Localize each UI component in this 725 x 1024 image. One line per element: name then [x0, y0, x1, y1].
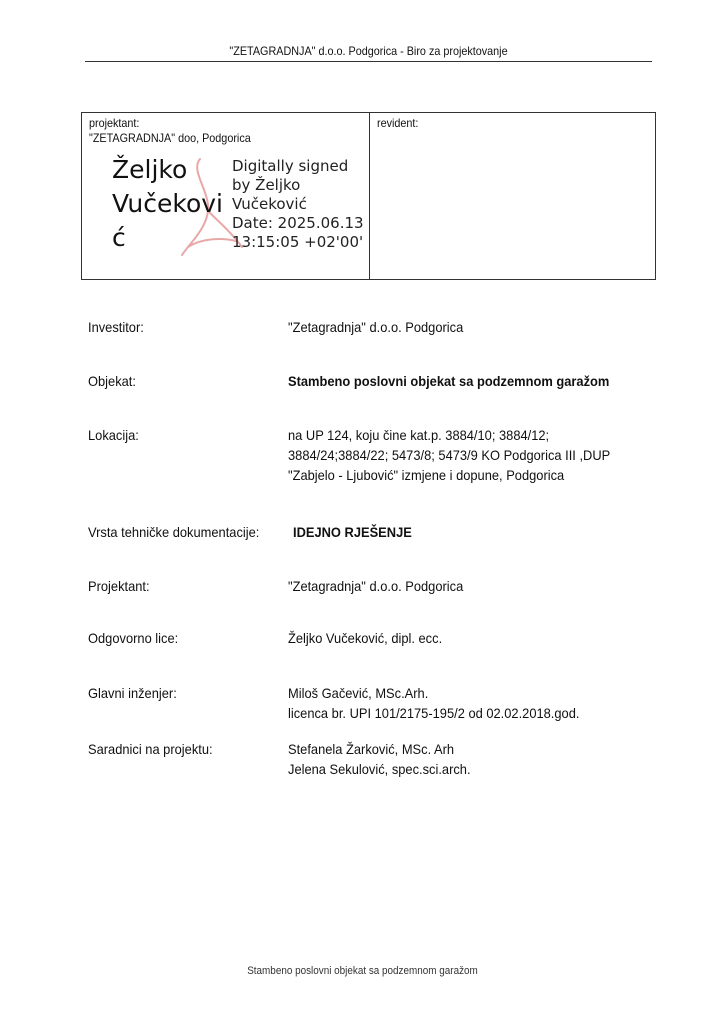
signature-box	[81, 112, 656, 280]
field-label: Projektant:	[88, 578, 150, 594]
field-value: IDEJNO RJEŠENJE	[293, 524, 412, 540]
field-value	[288, 739, 471, 779]
glavni-inzenjer-line: Miloš Gačević, MSc.Arh.	[288, 685, 429, 701]
revident-label: revident:	[377, 116, 419, 130]
field-label: Vrsta tehničke dokumentacije:	[88, 524, 260, 540]
saradnik-line: Stefanela Žarković, MSc. Arh	[288, 741, 455, 757]
signer-name-line: Vučekovi	[112, 189, 223, 218]
projektant-label: projektant:	[89, 116, 140, 130]
document-footer: Stambeno poslovni objekat sa podzemnom garažom	[247, 965, 478, 977]
field-label: Lokacija:	[88, 427, 139, 443]
field-value: "Zetagradnja" d.o.o. Podgorica	[288, 319, 464, 335]
glavni-inzenjer-line: licenca br. UPI 101/2175-195/2 od 02.02.2018.god.	[288, 705, 580, 721]
signer-name-line: ć	[112, 223, 126, 252]
field-label: Glavni inženjer:	[88, 685, 177, 701]
projektant-company: "ZETAGRADNJA" doo, Podgorica	[89, 131, 251, 145]
signature-detail-line: Digitally signed	[232, 157, 349, 175]
field-label: Investitor:	[88, 319, 144, 335]
lokacija-line: na UP 124, koju čine kat.p. 3884/10; 3884/12;	[288, 427, 550, 443]
signature-detail-line: 13:15:05 +02'00'	[232, 233, 364, 251]
field-label: Saradnici na projektu:	[88, 741, 213, 757]
field-label: Odgovorno lice:	[88, 630, 179, 646]
lokacija-line: 3884/24;3884/22; 5473/8; 5473/9 KO Podgorica III ,DUP	[288, 447, 611, 463]
field-value: "Zetagradnja" d.o.o. Podgorica	[288, 578, 464, 594]
field-value: Željko Vučeković, dipl. ecc.	[288, 630, 443, 646]
signature-detail-line: Vučeković	[232, 195, 307, 213]
signature-detail-line: by Željko	[232, 176, 301, 194]
signature-box-divider	[369, 113, 370, 279]
header-rule	[85, 61, 652, 62]
field-value: Stambeno poslovni objekat sa podzemnom garažom	[288, 373, 610, 389]
field-value	[288, 683, 579, 723]
signature-details	[232, 157, 364, 252]
signer-name-line: Željko	[112, 155, 188, 184]
field-value	[288, 425, 610, 485]
field-label: Objekat:	[88, 373, 136, 389]
document-header: "ZETAGRADNJA" d.o.o. Podgorica - Biro za projektovanje	[229, 44, 508, 58]
signer-name	[112, 153, 223, 255]
saradnik-line: Jelena Sekulović, spec.sci.arch.	[288, 761, 471, 777]
lokacija-line: "Zabjelo - Ljubović" izmjene i dopune, Podgorica	[288, 467, 565, 483]
signature-detail-line: Date: 2025.06.13	[232, 214, 364, 232]
